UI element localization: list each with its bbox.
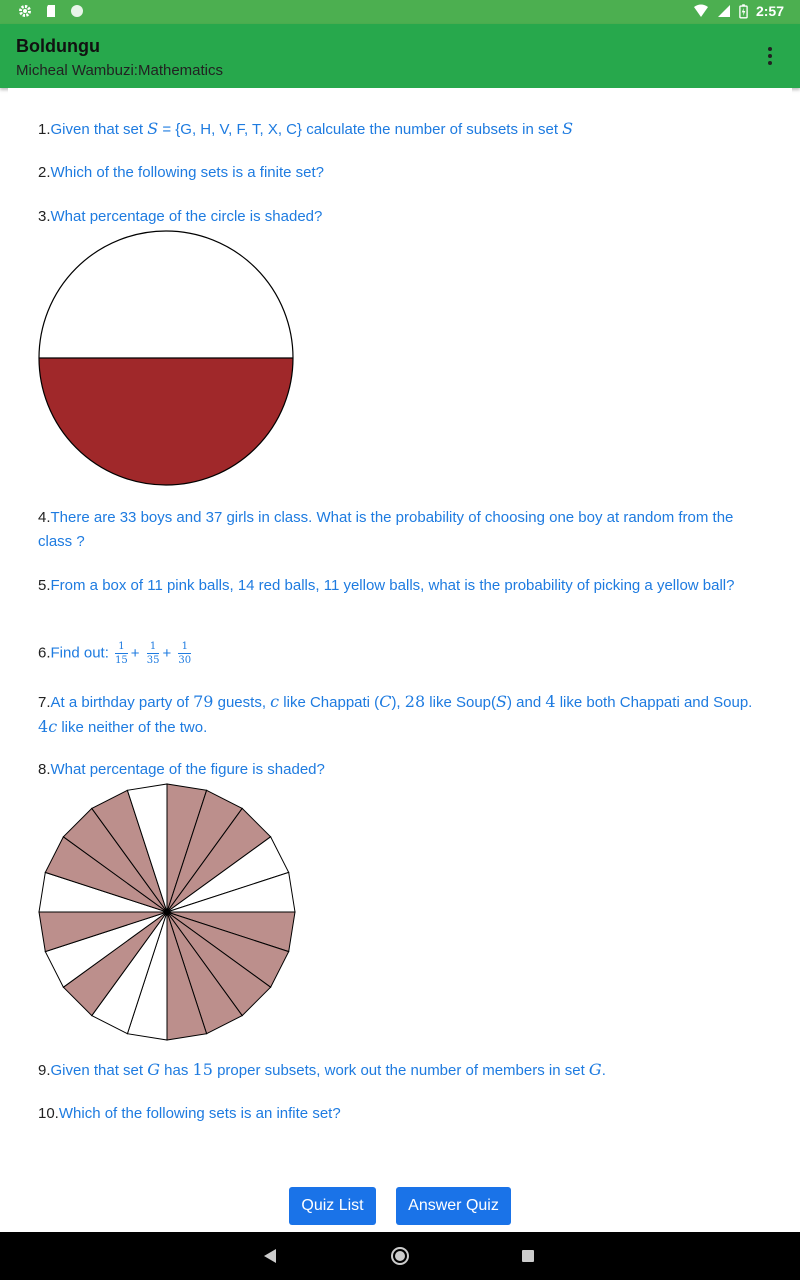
recents-icon[interactable] bbox=[522, 1250, 534, 1262]
battery-icon bbox=[739, 4, 748, 19]
sd-card-icon bbox=[44, 4, 58, 18]
fraction-3: $\frac{1}{30}$ bbox=[178, 641, 192, 666]
sync-dot-icon bbox=[70, 4, 84, 18]
overflow-menu-icon[interactable] bbox=[760, 44, 780, 68]
quiz-list-button[interactable]: Quiz List bbox=[289, 1187, 376, 1225]
answer-quiz-button[interactable]: Answer Quiz bbox=[396, 1187, 511, 1225]
question-2[interactable]: 2.Which of the following sets is a finite set? bbox=[38, 164, 324, 181]
question-6[interactable]: 6.Find out: $\frac{1}{15}$ + $\frac{1}{35}$ + $\frac{1}{30}$ bbox=[38, 641, 192, 666]
question-1[interactable]: 1.Given that set S = {G, H, V, F, T, X, C} calculate the number of subsets in set S bbox=[38, 119, 574, 138]
wifi-icon bbox=[693, 4, 709, 18]
quiz-content bbox=[8, 88, 792, 1232]
question-8[interactable]: 8.What percentage of the figure is shaded? bbox=[38, 761, 325, 778]
status-bar bbox=[0, 0, 800, 24]
app-title: Boldungu bbox=[16, 36, 100, 56]
clock: 2:57 bbox=[755, 3, 784, 19]
question-4[interactable]: 4.There are 33 boys and 37 girls in class. What is the probability of choosing one boy at random from the class ? bbox=[38, 509, 734, 550]
home-icon[interactable] bbox=[391, 1247, 409, 1265]
circle-shaded-half bbox=[39, 358, 293, 485]
fraction-2: $\frac{1}{35}$ bbox=[146, 641, 160, 666]
question-9[interactable]: 9.Given that set G has 15 proper subsets, work out the number of members in set G. bbox=[38, 1060, 606, 1079]
question-10[interactable]: 10.Which of the following sets is an infite set? bbox=[38, 1105, 341, 1122]
shaded-polygon-figure bbox=[37, 782, 297, 1042]
signal-icon bbox=[717, 4, 731, 18]
settings-icon bbox=[18, 4, 32, 18]
app-bar bbox=[0, 24, 800, 88]
fraction-1: $\frac{1}{15}$ bbox=[115, 641, 128, 666]
question-3[interactable]: 3.What percentage of the circle is shaded? bbox=[38, 208, 323, 225]
half-shaded-circle-figure bbox=[37, 229, 297, 489]
system-nav-bar bbox=[0, 1232, 800, 1280]
back-icon[interactable] bbox=[264, 1249, 276, 1263]
question-5[interactable]: 5.From a box of 11 pink balls, 14 red balls, 11 yellow balls, what is the probability of picking a yellow ball? bbox=[38, 577, 735, 594]
app-subtitle: Micheal Wambuzi:Mathematics bbox=[16, 62, 224, 79]
question-7[interactable]: 7.At a birthday party of 79 guests, c like Chappati (C), 28 like Soup(S) and 4 like both Chappati and Soup. 4c like neither of the two. bbox=[38, 692, 753, 736]
